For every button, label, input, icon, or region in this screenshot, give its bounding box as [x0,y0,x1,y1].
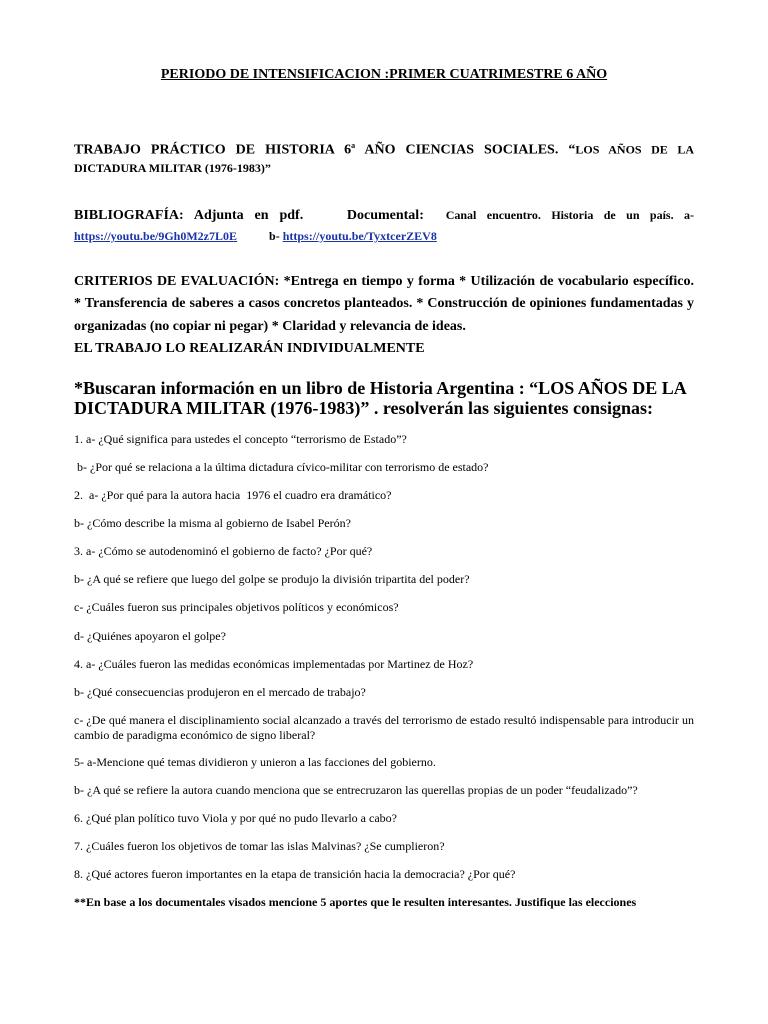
link-b-label: b- [269,229,280,243]
criterios-line2: * Transferencia de saberes a casos concretos planteados. * Construcción de opiniones fundamentadas y [74,296,694,311]
bibliografia-links [74,228,694,244]
question-7: 7. ¿Cuáles fueron los objetivos de tomar las islas Malvinas? ¿Se cumplieron? [74,839,445,853]
criterios-line3: organizadas (no copiar ni pegar) * Claridad y relevancia de ideas. [74,319,466,334]
question-4c: c- ¿De qué manera el disciplinamiento social alcanzado a través del terrorismo de estado resultó indispensable para introducir un cambio de paradigma económico de signo liberal? [74,713,694,742]
youtube-link-a[interactable]: https://youtu.be/9Gh0M2z7L0E [74,229,238,243]
question-5b: b- ¿A qué se refiere la autora cuando menciona que se entrecruzaron las querellas propias de un poder “feudalizado”? [74,783,638,797]
question-1b: b- ¿Por qué se relaciona a la última dictadura cívico-militar con terrorismo de estado? [74,460,489,474]
document-title: PERIODO DE INTENSIFICACION :PRIMER CUATRIMESTRE 6 AÑO [160,67,608,82]
bibliografia-line1 [74,206,694,225]
bibliografia-label: BIBLIOGRAFÍA: Adjunta en pdf. [74,208,304,223]
documental-label: Documental: [346,208,424,223]
question-2b: b- ¿Cómo describe la misma al gobierno de Isabel Perón? [74,516,351,530]
question-5a: 5- a-Mencione qué temas dividieron y unieron a las facciones del gobierno. [74,755,436,769]
question-3b: b- ¿A qué se refiere que luego del golpe se produjo la división tripartita del poder? [74,572,470,586]
youtube-link-b[interactable]: https://youtu.be/TyxtcerZEV8 [282,229,437,243]
question-6: 6. ¿Qué plan político tuvo Viola y por qué no pudo llevarlo a cabo? [74,811,397,825]
question-3c: c- ¿Cuáles fueron sus principales objetivos políticos y económicos? [74,600,399,614]
tp-small-title: LOS AÑOS DE LA [575,142,694,157]
question-3a: 3. a- ¿Cómo se autodenominó el gobierno de facto? ¿Por qué? [74,544,373,558]
question-8: 8. ¿Qué actores fueron importantes en la etapa de transición hacia la democracia? ¿Por qué? [74,867,516,881]
question-1a: 1. a- ¿Qué significa para ustedes el concepto “terrorismo de Estado”? [74,432,407,446]
tp-superscript: a [351,141,356,150]
criterios-line1: CRITERIOS DE EVALUACIÓN: *Entrega en tiempo y forma * Utilización de vocabulario específico. [74,274,694,289]
question-4a: 4. a- ¿Cuáles fueron las medidas económicas implementadas por Martinez de Hoz? [74,657,474,671]
tp-rest: AÑO CIENCIAS SOCIALES. “ [355,142,576,158]
question-3d: d- ¿Quiénes apoyaron el golpe? [74,629,226,643]
consigna-heading: *Buscaran información en un libro de Historia Argentina : “LOS AÑOS DE LA DICTADURA MILITAR (1976-1983)” . resolverán las siguientes consignas: [74,378,686,418]
question-4b: b- ¿Qué consecuencias produjeron en el mercado de trabajo? [74,685,366,699]
tp-heading-line2: DICTADURA MILITAR (1976-1983)” [74,161,271,175]
individual-notice: EL TRABAJO LO REALIZARÁN INDIVIDUALMENTE [74,341,425,356]
documental-text: Canal encuentro. Historia de un país. a- [445,208,695,222]
question-2a: 2. a- ¿Por qué para la autora hacia 1976 el cuadro era dramático? [74,488,392,502]
tp-heading-line1 [74,137,694,160]
final-instruction: **En base a los documentales visados mencione 5 aportes que le resulten interesantes. Justifique las elecciones [74,895,637,909]
tp-lead: TRABAJO PRÁCTICO DE HISTORIA 6 [74,142,352,158]
